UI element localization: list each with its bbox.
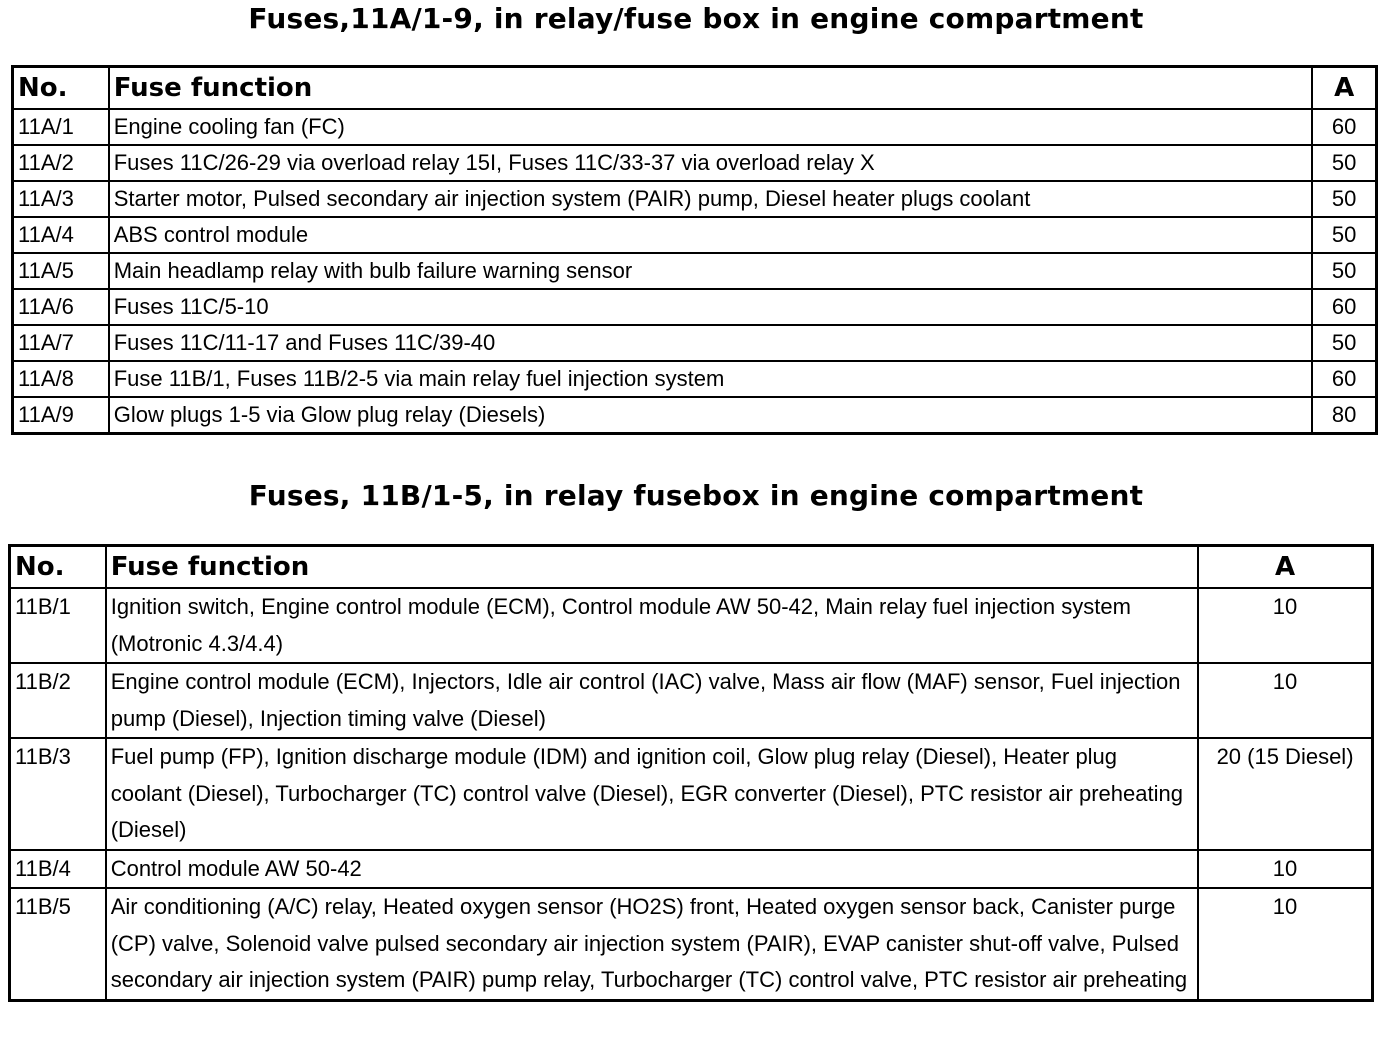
fuse-function: Control module AW 50-42 (106, 850, 1198, 889)
fuse-function: Air conditioning (A/C) relay, Heated oxygen sensor (HO2S) front, Heated oxygen sensor back, Canister purge (CP) valve, Solenoid valve pulsed secondary air injection system (PAIR), EVAP canister shut-off valve, Pulsed secondary air injection system (PAIR) pump relay, Turbocharger (TC) control valve, PTC resistor air preheating (106, 888, 1198, 1000)
fuse-number: 11B/5 (10, 888, 106, 1000)
table-header-row (13, 67, 1377, 110)
fuse-function: Glow plugs 1-5 via Glow plug relay (Diesels) (109, 397, 1313, 434)
fuse-amperage: 60 (1312, 109, 1376, 145)
fuse-function: ABS control module (109, 217, 1313, 253)
table-row (13, 325, 1377, 361)
fuse-number: 11A/7 (13, 325, 109, 361)
column-header-no: No. (10, 546, 106, 589)
fuse-function: Engine cooling fan (FC) (109, 109, 1313, 145)
table-row (10, 888, 1373, 1000)
fuse-number: 11A/6 (13, 289, 109, 325)
fuse-amperage: 50 (1312, 181, 1376, 217)
table-row (13, 145, 1377, 181)
fuse-number: 11A/3 (13, 181, 109, 217)
fuse-function: Ignition switch, Engine control module (ECM), Control module AW 50-42, Main relay fuel injection system (Motronic 4.3/4.4) (106, 588, 1198, 663)
fuse-number: 11B/1 (10, 588, 106, 663)
fuse-amperage: 50 (1312, 217, 1376, 253)
table-header-row (10, 546, 1373, 589)
column-header-no: No. (13, 67, 109, 110)
column-header-function: Fuse function (109, 67, 1313, 110)
fuse-amperage: 20 (15 Diesel) (1198, 738, 1372, 850)
table-row (13, 253, 1377, 289)
fuse-function: Fuses 11C/5-10 (109, 289, 1313, 325)
fuse-function: Starter motor, Pulsed secondary air injection system (PAIR) pump, Diesel heater plugs coolant (109, 181, 1313, 217)
fuse-function: Fuses 11C/26-29 via overload relay 15I, Fuses 11C/33-37 via overload relay X (109, 145, 1313, 181)
fuse-table-11b-title: Fuses, 11B/1-5, in relay fusebox in engine compartment (248, 479, 1144, 512)
fuse-number: 11B/4 (10, 850, 106, 889)
table-row (10, 663, 1373, 738)
fuse-amperage: 50 (1312, 145, 1376, 181)
table-row (10, 588, 1373, 663)
fuse-function: Engine control module (ECM), Injectors, Idle air control (IAC) valve, Mass air flow (MAF) sensor, Fuel injection pump (Diesel), Injection timing valve (Diesel) (106, 663, 1198, 738)
fuse-number: 11B/2 (10, 663, 106, 738)
table-row (10, 738, 1373, 850)
fuse-function: Fuse 11B/1, Fuses 11B/2-5 via main relay fuel injection system (109, 361, 1313, 397)
fuse-number: 11B/3 (10, 738, 106, 850)
fuse-amperage: 10 (1198, 888, 1372, 1000)
fuse-amperage: 10 (1198, 850, 1372, 889)
table-row (10, 850, 1373, 889)
fuse-number: 11A/1 (13, 109, 109, 145)
column-header-amps: A (1198, 546, 1372, 589)
table-row (13, 361, 1377, 397)
fuse-number: 11A/9 (13, 397, 109, 434)
fuse-number: 11A/5 (13, 253, 109, 289)
fuse-number: 11A/8 (13, 361, 109, 397)
fuse-table-11a (11, 65, 1378, 435)
fuse-table-11a-title: Fuses,11A/1-9, in relay/fuse box in engine compartment (248, 2, 1144, 35)
fuse-number: 11A/2 (13, 145, 109, 181)
fuse-amperage: 60 (1312, 289, 1376, 325)
fuse-function: Main headlamp relay with bulb failure warning sensor (109, 253, 1313, 289)
table-row (13, 397, 1377, 434)
fuse-function: Fuses 11C/11-17 and Fuses 11C/39-40 (109, 325, 1313, 361)
table-row (13, 181, 1377, 217)
fuse-amperage: 10 (1198, 588, 1372, 663)
table-row (13, 217, 1377, 253)
fuse-number: 11A/4 (13, 217, 109, 253)
fuse-table-11b (8, 544, 1374, 1002)
fuse-amperage: 10 (1198, 663, 1372, 738)
fuse-amperage: 50 (1312, 325, 1376, 361)
table-row (13, 289, 1377, 325)
column-header-amps: A (1312, 67, 1376, 110)
fuse-amperage: 50 (1312, 253, 1376, 289)
fuse-function: Fuel pump (FP), Ignition discharge module (IDM) and ignition coil, Glow plug relay (Diesel), Heater plug coolant (Diesel), Turbocharger (TC) control valve (Diesel), EGR converter (Diesel), PTC resistor air preheating (Diesel) (106, 738, 1198, 850)
column-header-function: Fuse function (106, 546, 1198, 589)
table-row (13, 109, 1377, 145)
fuse-amperage: 80 (1312, 397, 1376, 434)
fuse-amperage: 60 (1312, 361, 1376, 397)
